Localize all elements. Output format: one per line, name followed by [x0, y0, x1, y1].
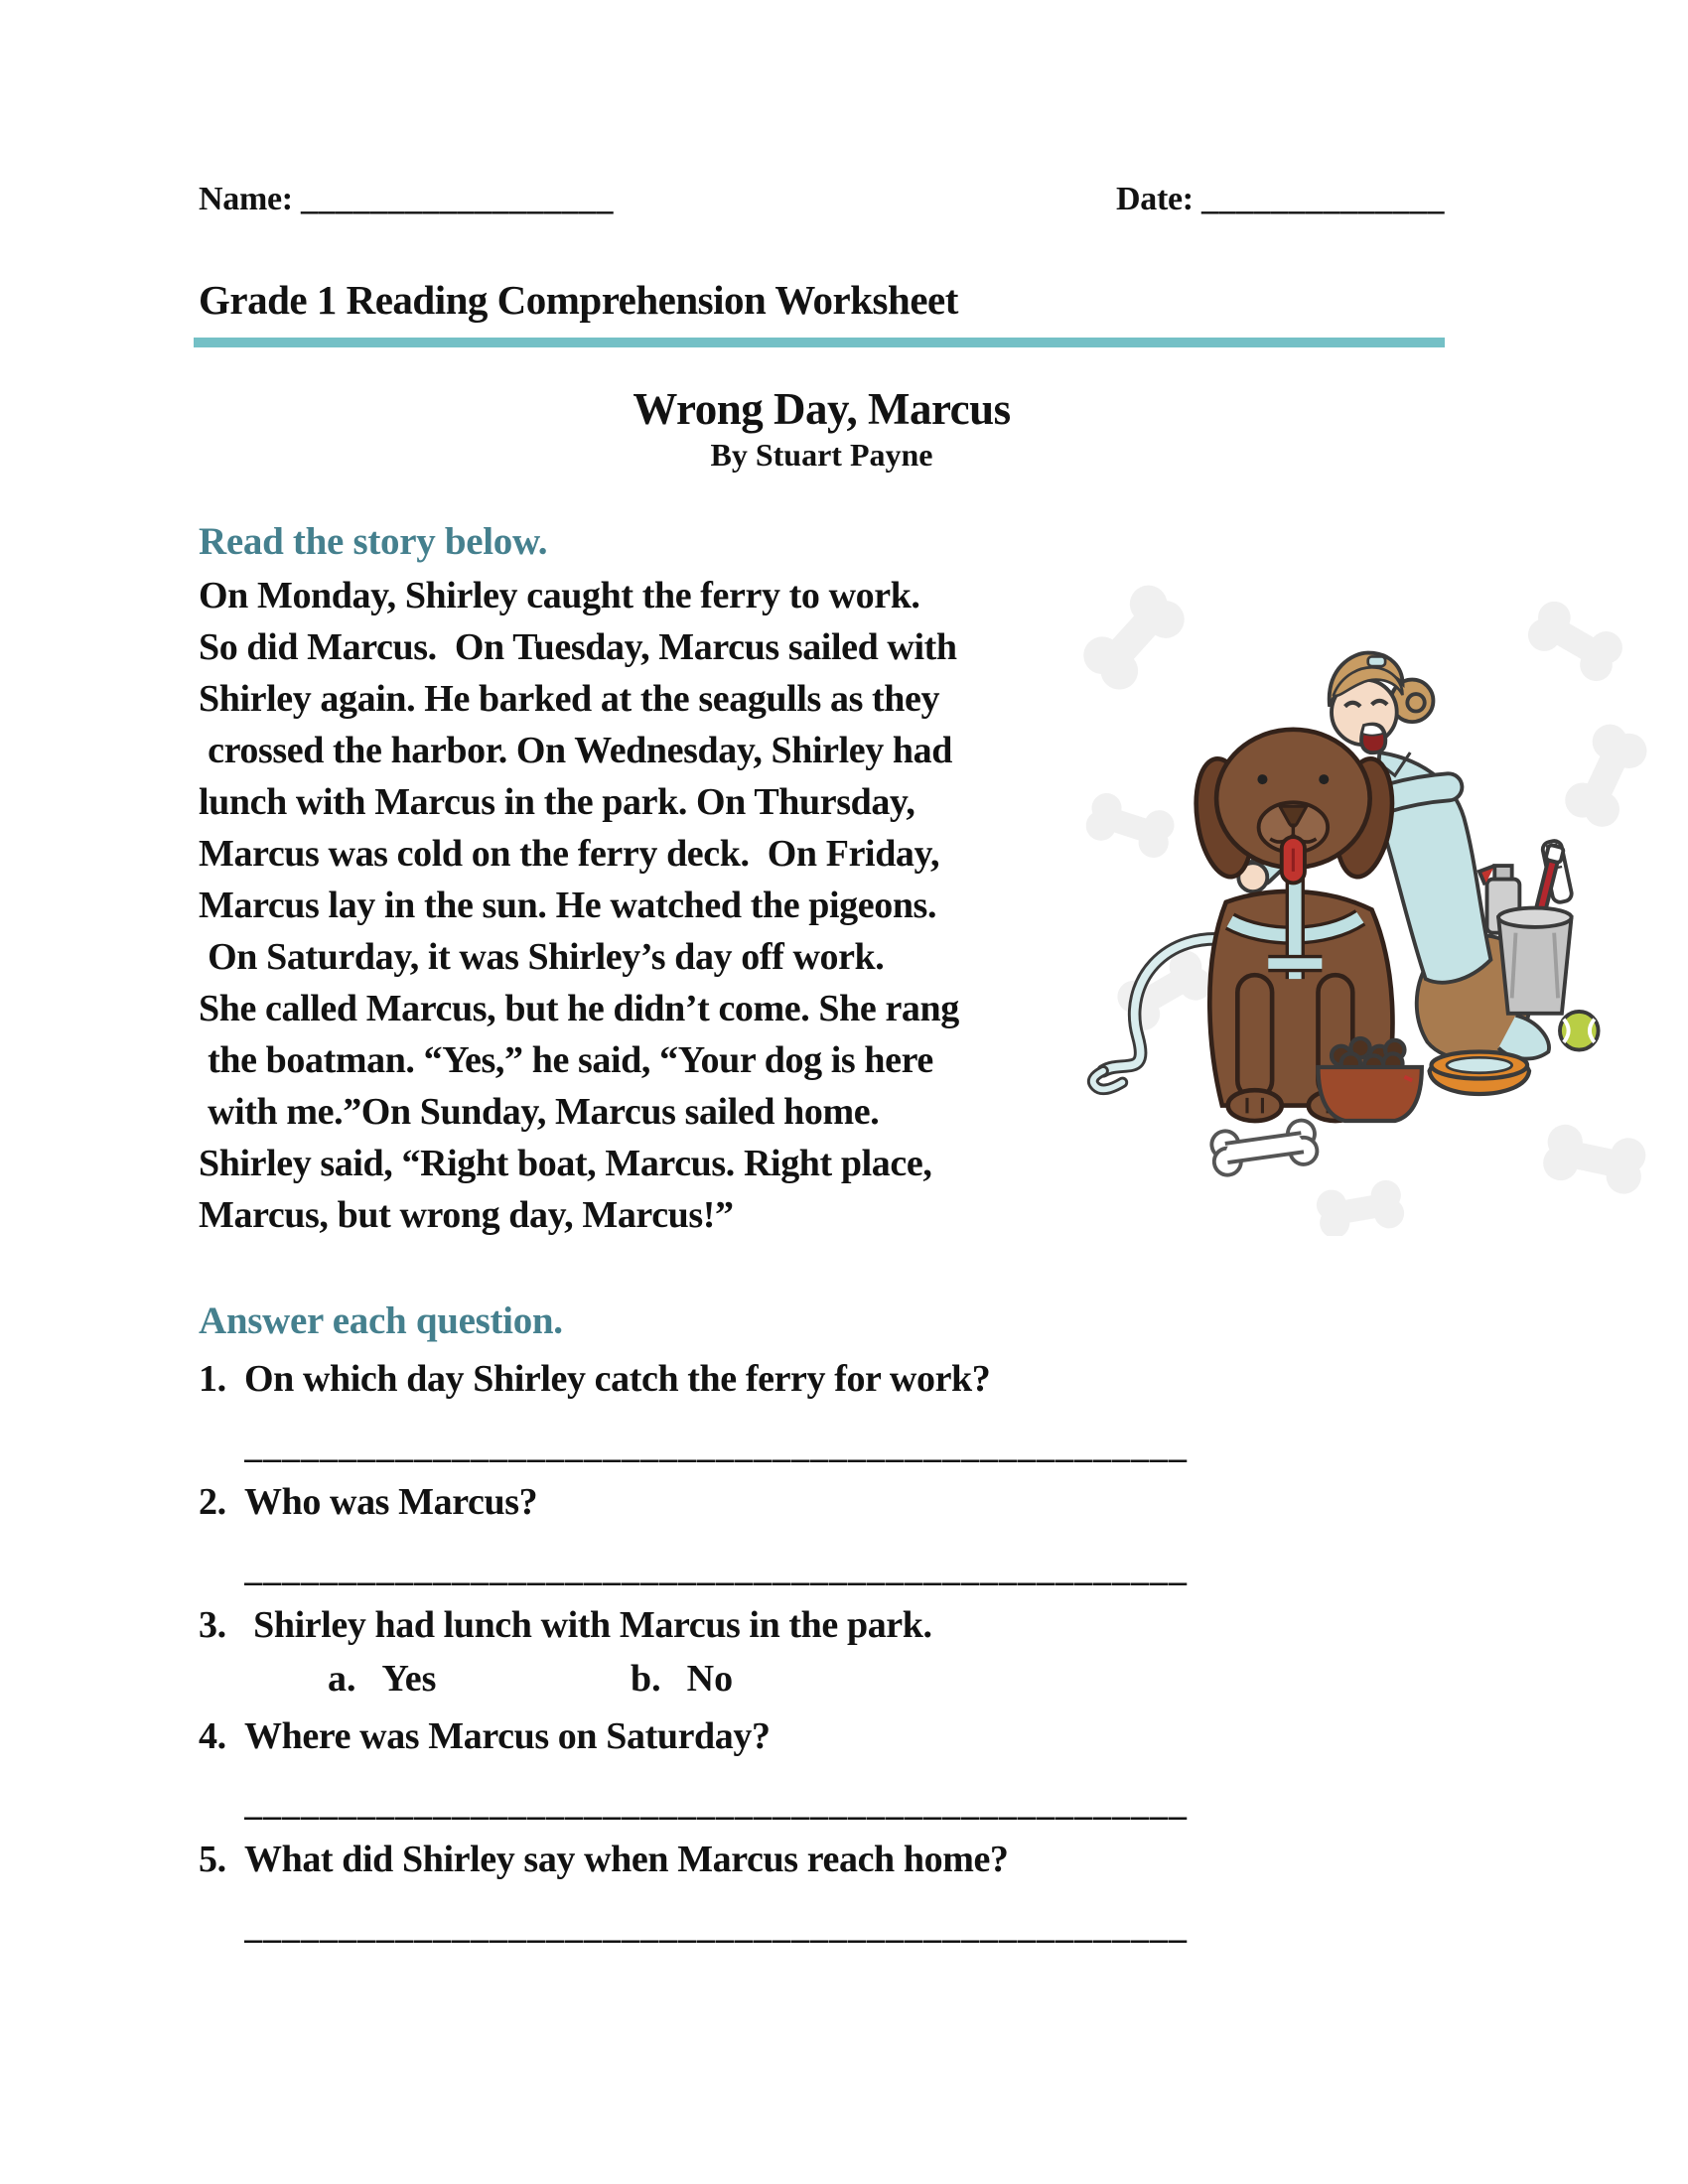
story-line: lunch with Marcus in the park. On Thursday,: [199, 781, 915, 823]
tennis-ball: [1560, 1012, 1599, 1050]
question-text: Where was Marcus on Saturday?: [244, 1715, 771, 1757]
woman-hairband: [1368, 656, 1385, 666]
worksheet-heading: Grade 1 Reading Comprehension Worksheet: [199, 277, 958, 323]
date-label: Date:: [1116, 181, 1194, 217]
story-line: On Saturday, it was Shirley’s day off work.: [199, 936, 885, 978]
option-letter: b.: [631, 1658, 661, 1700]
story-line: Marcus was cold on the ferry deck. On Friday,: [199, 833, 940, 875]
question-1: [199, 1357, 1445, 1401]
teal-divider: [194, 338, 1445, 347]
question-number: 4.: [199, 1715, 226, 1757]
story-title: Wrong Day, Marcus: [633, 384, 1011, 434]
read-instruction: Read the story below.: [199, 520, 548, 563]
date-blank-line[interactable]: ______________: [1201, 181, 1445, 217]
bone: [1210, 1119, 1320, 1177]
dog-leg: [1237, 975, 1272, 1098]
option-label: Yes: [381, 1658, 437, 1700]
question-text: What did Shirley say when Marcus reach home?: [244, 1839, 1009, 1880]
story-line: Marcus lay in the sun. He watched the pigeons.: [199, 885, 937, 926]
answer-blank-5[interactable]: __________________________________________________: [244, 1906, 1188, 1946]
story-line: Shirley again. He barked at the seagulls as they: [199, 678, 940, 720]
food-bowl: [1318, 1038, 1421, 1121]
story-line: On Monday, Shirley caught the ferry to work.: [199, 575, 920, 616]
story-line: with me.”On Sunday, Marcus sailed home.: [199, 1091, 880, 1133]
story-line: Shirley said, “Right boat, Marcus. Right place,: [199, 1143, 932, 1184]
water-bowl: [1430, 1051, 1529, 1094]
answer-instruction: Answer each question.: [199, 1299, 563, 1342]
story-line: She called Marcus, but he didn’t come. She rang: [199, 988, 959, 1029]
option-label: No: [686, 1658, 734, 1700]
dog-paw: [1228, 1090, 1282, 1121]
question-4: [199, 1714, 1445, 1758]
question-3-options: [328, 1657, 1445, 1701]
story-line: the boatman. “Yes,” he said, “Your dog is here: [199, 1039, 933, 1081]
question-number: 1.: [199, 1358, 226, 1400]
name-label: Name:: [199, 181, 293, 217]
question-number: 2.: [199, 1481, 226, 1523]
question-number: 3.: [199, 1604, 226, 1646]
question-number: 5.: [199, 1839, 226, 1880]
option-letter: a.: [328, 1658, 356, 1700]
question-text: Who was Marcus?: [244, 1481, 538, 1523]
question-3: [199, 1603, 1445, 1647]
woman-hugging-dog-illustration: [1072, 584, 1648, 1236]
option-yes[interactable]: [328, 1657, 631, 1701]
story-line: Marcus, but wrong day, Marcus!”: [199, 1194, 734, 1236]
question-text: On which day Shirley catch the ferry for work?: [244, 1358, 991, 1400]
answer-blank-1[interactable]: __________________________________________________: [244, 1426, 1188, 1465]
question-2: [199, 1480, 1445, 1524]
name-field: [199, 181, 614, 218]
story-line: crossed the harbor. On Wednesday, Shirley had: [199, 730, 953, 771]
answer-blank-2[interactable]: __________________________________________________: [244, 1549, 1188, 1588]
story-line: So did Marcus. On Tuesday, Marcus sailed with: [199, 626, 957, 668]
question-5: [199, 1838, 1445, 1881]
dog-tongue: [1282, 837, 1305, 883]
story-byline: By Stuart Payne: [710, 437, 933, 473]
option-no[interactable]: [631, 1657, 733, 1701]
date-field: [1116, 181, 1445, 218]
question-text: Shirley had lunch with Marcus in the park.: [244, 1604, 932, 1646]
name-date-row: [199, 0, 1445, 218]
bucket: [1498, 908, 1571, 1014]
answer-blank-4[interactable]: __________________________________________________: [244, 1783, 1188, 1823]
name-blank-line[interactable]: __________________: [301, 181, 614, 217]
